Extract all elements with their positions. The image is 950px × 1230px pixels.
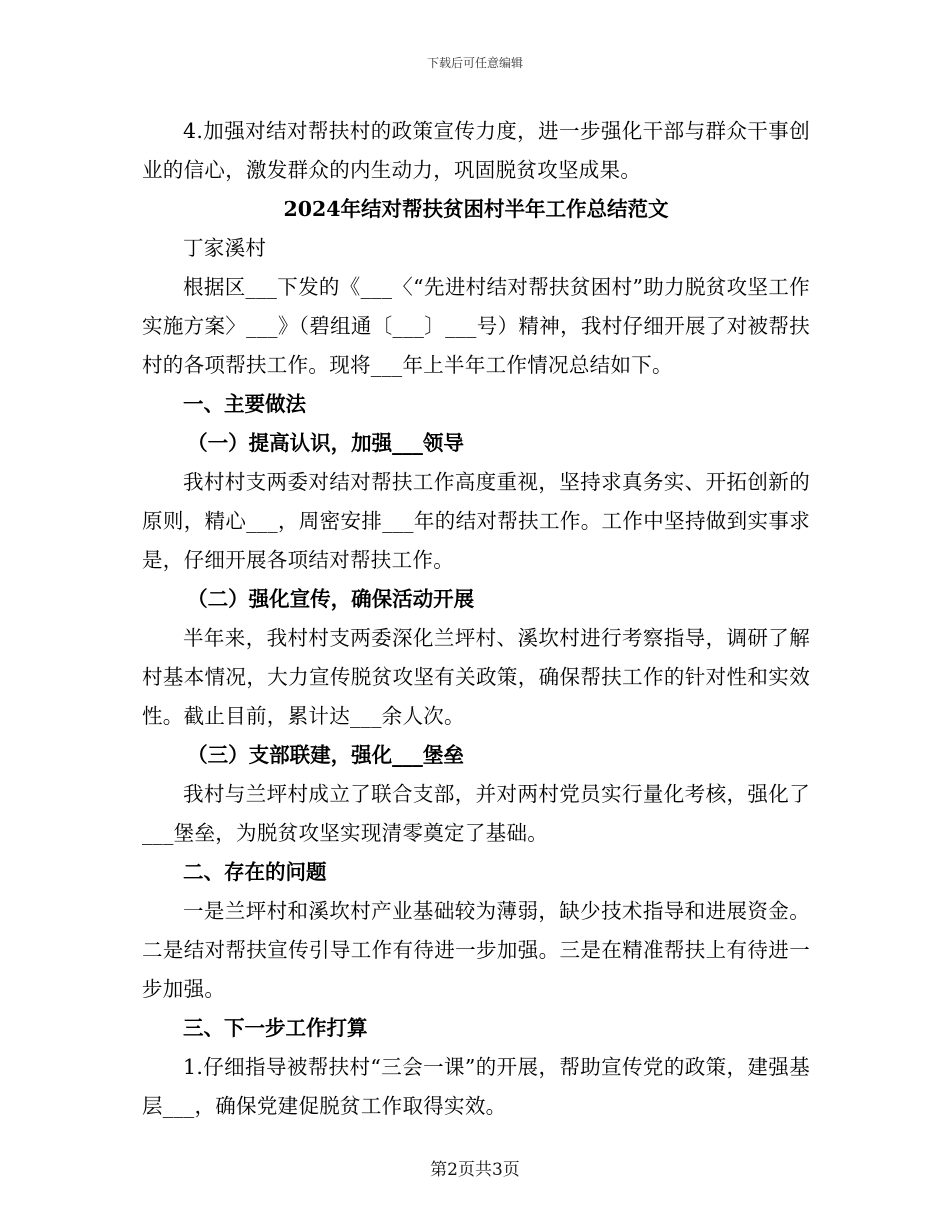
subheading-1-2: （二）强化宣传，确保活动开展 xyxy=(187,587,475,611)
paragraph-1: 根据区___下发的《___〈“先进村结对帮扶贫困村”助力脱贫攻坚工作实施方案〉___》（碧组通〔___〕___号）精神，我村仔细开展了对被帮扶村的各项帮扶工作。现将___年上半年工作情况总结如下。 xyxy=(142,275,810,377)
header-note: 下载后可任意编辑 xyxy=(426,56,523,70)
heading-1: 一、主要做法 xyxy=(183,392,306,416)
paragraph-2: 我村村支两委对结对帮扶工作高度重视，坚持求真务实、开拓创新的原则，精心___，周密安排___年的结对帮扶工作。工作中坚持做到实事求是，仔细开展各项结对帮扶工作。 xyxy=(142,470,810,572)
subheading-1-3: （三）支部联建，强化___堡垒 xyxy=(187,743,464,767)
heading-3: 三、下一步工作打算 xyxy=(183,1016,368,1040)
page-indicator: 第2页共3页 xyxy=(430,1160,520,1180)
heading-2: 二、存在的问题 xyxy=(183,860,327,884)
paragraph-6: 1.仔细指导被帮扶村“三会一课”的开展，帮助宣传党的政策，建强基层___，确保党建促脱贫工作取得实效。 xyxy=(142,1055,810,1118)
subheading-1-1: （一）提高认识，加强___领导 xyxy=(187,431,464,455)
document-title: 2024年结对帮扶贫困村半年工作总结范文 xyxy=(283,197,669,221)
document-body xyxy=(142,112,810,1126)
paragraph-4: 我村与兰坪村成立了联合支部，并对两村党员实行量化考核，强化了___堡垒，为脱贫攻坚实现清零奠定了基础。 xyxy=(142,782,810,845)
paragraph-5: 一是兰坪村和溪坎村产业基础较为薄弱，缺少技术指导和进展资金。二是结对帮扶宣传引导工作有待进一步加强。三是在精准帮扶上有待进一步加强。 xyxy=(142,899,810,1001)
paragraph-3: 半年来，我村村支两委深化兰坪村、溪坎村进行考察指导，调研了解村基本情况，大力宣传脱贫攻坚有关政策，确保帮扶工作的针对性和实效性。截止目前，累计达___余人次。 xyxy=(142,626,810,728)
paragraph-intro: 4.加强对结对帮扶村的政策宣传力度，进一步强化干部与群众干事创业的信心，激发群众的内生动力，巩固脱贫攻坚成果。 xyxy=(142,119,810,182)
author-line: 丁家溪村 xyxy=(183,236,267,260)
